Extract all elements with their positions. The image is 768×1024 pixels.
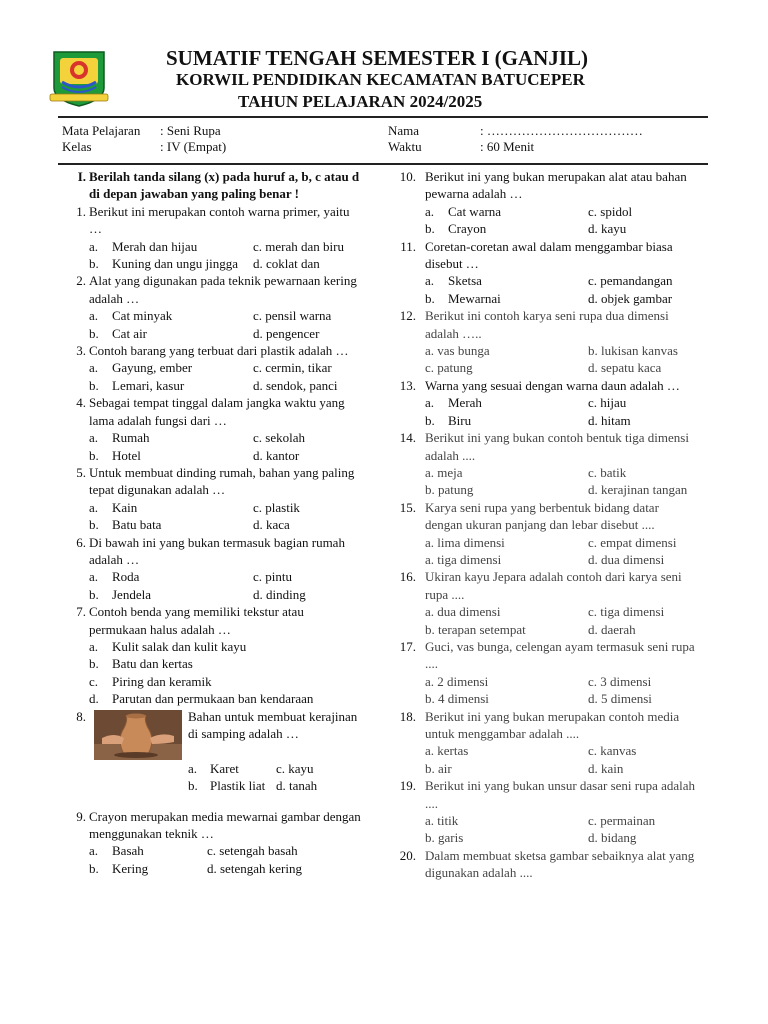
right-column [396, 168, 696, 882]
time-label: Waktu [388, 139, 422, 154]
option-letter: a. [89, 430, 99, 446]
option-text: Sketsa [448, 273, 482, 289]
option-b[interactable]: a. tiga dimensi [425, 551, 502, 567]
option-text: Batu bata [112, 517, 162, 533]
question-number: 12. [399, 308, 416, 324]
class-label: Kelas [62, 139, 92, 154]
option-d[interactable]: d. hitam [588, 412, 631, 428]
option-letter: a. [425, 273, 435, 289]
option-d[interactable]: d. tanah [276, 778, 318, 793]
option-letter: b. [89, 860, 99, 876]
option-letter: b. [425, 412, 435, 428]
question-16 [396, 568, 696, 638]
option-c[interactable]: c. 3 dimensi [588, 673, 652, 689]
option-c[interactable]: c. permainan [588, 813, 656, 829]
option-letter: a. [188, 760, 198, 776]
question-1 [62, 203, 362, 273]
option-d[interactable]: d. dua dimensi [588, 551, 665, 567]
question-14 [396, 429, 696, 499]
option-text: Biru [448, 412, 472, 428]
option-b[interactable] [188, 777, 276, 794]
option-d[interactable]: d. coklat dan [253, 256, 320, 272]
option-a[interactable] [89, 568, 253, 585]
question-9 [62, 808, 362, 878]
option-c[interactable]: c. spidol [588, 203, 633, 219]
option-c[interactable]: c. empat dimensi [588, 534, 677, 550]
option-text: Lemari, kasur [112, 377, 185, 393]
option-d[interactable]: d. objek gambar [588, 290, 673, 306]
question-number: 5. [76, 464, 86, 480]
option-letter: b. [89, 447, 99, 463]
option-c[interactable]: c. pintu [253, 569, 292, 585]
option-text: Hotel [112, 447, 141, 463]
option-letter: a. [425, 203, 435, 219]
option-letter: a. [89, 499, 99, 515]
option-letter: a. [89, 238, 99, 254]
option-a[interactable] [89, 429, 253, 446]
option-c[interactable]: c. pensil warna [253, 308, 332, 324]
option-text: Merah dan hijau [112, 238, 198, 254]
option-letter: b. [425, 221, 435, 237]
question-number: 18. [399, 708, 416, 724]
option-d[interactable]: d. sendok, panci [253, 377, 338, 393]
question-number: 6. [76, 534, 86, 550]
option-letter: a. [425, 395, 435, 411]
time-value: : 60 Menit [480, 139, 535, 154]
question-6 [62, 534, 362, 604]
option-a[interactable] [425, 272, 588, 289]
option-text: Crayon [448, 221, 487, 237]
question-number: 19. [399, 778, 416, 794]
option-d[interactable]: d. bidang [588, 830, 637, 846]
option-a[interactable]: a. 2 dimensi [425, 673, 489, 689]
option-b[interactable] [89, 325, 253, 342]
name-field[interactable]: : ……………………………… [480, 123, 643, 138]
question-4 [62, 394, 362, 464]
option-a[interactable] [89, 307, 253, 324]
option-c[interactable]: c. kayu [276, 760, 314, 776]
question-number: 16. [399, 569, 416, 585]
question-number: 11. [400, 238, 416, 254]
question-text: Dalam membuat sketsa gambar sebaiknya alat yang digunakan adalah .... [425, 847, 695, 881]
option-a[interactable]: a. dua dimensi [425, 604, 501, 620]
option-c[interactable]: c. plastik [253, 499, 300, 515]
question-3 [62, 342, 362, 394]
option-text: Cat air [112, 325, 148, 341]
question-text: Karya seni rupa yang berbentuk bidang datar dengan ukuran panjang dan lebar disebut .... [425, 499, 659, 533]
question-11 [396, 238, 696, 308]
pottery-making-image [94, 710, 182, 760]
option-text: Kuning dan ungu jingga [112, 256, 239, 272]
question-number: 9. [76, 808, 86, 824]
option-d[interactable] [89, 690, 362, 707]
option-d[interactable]: d. sepatu kaca [588, 360, 662, 376]
option-d[interactable]: d. kaca [253, 517, 290, 533]
option-d[interactable]: d. kayu [588, 221, 627, 237]
option-b[interactable] [425, 412, 588, 429]
option-a[interactable]: a. vas bunga [425, 343, 490, 359]
question-text: Berikut ini contoh karya seni rupa dua dimensi adalah ….. [425, 308, 669, 341]
question-number: 15. [399, 499, 416, 515]
question-number: 1. [76, 203, 86, 219]
city-emblem-logo [48, 48, 110, 108]
option-d[interactable]: d. daerah [588, 621, 636, 637]
option-b[interactable] [89, 655, 362, 672]
option-text: Jendela [112, 586, 151, 602]
option-text: Parutan dan permukaan ban kendaraan [112, 691, 314, 707]
option-d[interactable]: d. dinding [253, 586, 306, 602]
option-d[interactable]: d. kain [588, 760, 624, 776]
option-text: Batu dan kertas [112, 656, 193, 672]
question-7 [62, 603, 362, 707]
academic-year: TAHUN PELAJARAN 2024/2025 [238, 92, 483, 111]
question-number: 17. [399, 638, 416, 654]
option-text: Piring dan keramik [112, 673, 212, 689]
question-text: Di bawah ini yang bukan termasuk bagian rumah adalah … [89, 534, 345, 567]
section-instruction [62, 168, 362, 203]
question-number: 13. [399, 377, 416, 393]
question-8 [62, 708, 362, 808]
option-letter: b. [425, 290, 435, 306]
question-17 [396, 638, 696, 708]
option-b[interactable]: b. patung [425, 482, 474, 498]
question-text: Guci, vas bunga, celengan ayam termasuk seni rupa .... [425, 638, 695, 672]
question-text: Contoh benda yang memiliki tekstur atau permukaan halus adalah … [89, 604, 304, 637]
option-text: Mewarnai [448, 290, 501, 306]
option-text: Cat minyak [112, 308, 173, 324]
question-number: 10. [399, 169, 416, 184]
option-a[interactable]: a. meja [425, 464, 463, 480]
option-a[interactable]: a. kertas [425, 743, 469, 759]
option-a[interactable] [89, 499, 253, 516]
class-value: : IV (Empat) [160, 139, 227, 154]
option-a[interactable]: a. titik [425, 813, 459, 829]
question-5 [62, 464, 362, 534]
question-2 [62, 272, 362, 342]
option-d[interactable]: d. 5 dimensi [588, 691, 652, 707]
question-12 [396, 307, 696, 377]
option-b[interactable] [89, 377, 253, 394]
question-number: 2. [76, 273, 86, 289]
question-20 [396, 847, 696, 882]
question-number: 8. [76, 708, 86, 724]
question-text: Berikut ini yang bukan merupakan alat atau bahan pewarna adalah … [425, 169, 687, 202]
exam-subtitle: KORWIL PENDIDIKAN KECAMATAN BATUCEPER [176, 70, 585, 89]
header-divider [58, 116, 708, 118]
section-number: I. [77, 169, 86, 184]
option-letter: a. [89, 360, 99, 376]
option-c[interactable]: c. hijau [588, 395, 627, 411]
question-number: 20. [399, 847, 416, 863]
option-d[interactable]: d. kantor [253, 447, 300, 463]
option-letter: b. [89, 325, 99, 341]
option-letter: a. [89, 638, 99, 654]
option-c[interactable]: c. tiga dimensi [588, 604, 665, 620]
option-c[interactable]: c. setengah basah [207, 843, 298, 859]
option-a[interactable] [89, 638, 362, 655]
option-text: Roda [112, 569, 140, 585]
option-a[interactable] [188, 760, 276, 777]
option-b[interactable] [89, 516, 253, 533]
question-number: 14. [399, 430, 416, 446]
option-letter: b. [89, 517, 99, 533]
option-text: Kering [112, 860, 149, 876]
question-text: Coretan-coretan awal dalam menggambar biasa disebut … [425, 238, 673, 272]
question-text: Contoh barang yang terbuat dari plastik adalah … [89, 343, 349, 359]
instruction-text: Berilah tanda silang (x) pada huruf a, b, c atau d di depan jawaban yang paling benar ! [89, 169, 360, 202]
option-b[interactable] [89, 255, 253, 272]
option-text: Cat warna [448, 203, 502, 219]
info-divider [58, 163, 708, 165]
option-b[interactable]: b. air [425, 760, 452, 776]
option-b[interactable]: b. garis [425, 830, 464, 846]
subject-value: : Seni Rupa [160, 123, 221, 138]
option-letter: d. [89, 691, 99, 707]
option-letter: b. [89, 586, 99, 602]
question-text: Crayon merupakan media mewarnai gambar dengan menggunakan teknik … [89, 808, 361, 841]
option-a[interactable] [89, 842, 207, 859]
option-a[interactable] [89, 359, 253, 376]
question-13 [396, 377, 696, 429]
option-a[interactable]: a. lima dimensi [425, 534, 505, 550]
subject-label: Mata Pelajaran [62, 123, 141, 138]
option-a[interactable] [89, 238, 253, 255]
question-text: Sebagai tempat tinggal dalam jangka waktu yang lama adalah fungsi dari … [89, 395, 345, 428]
exam-title: SUMATIF TENGAH SEMESTER I (GANJIL) [166, 46, 589, 70]
option-c[interactable]: c. sekolah [253, 430, 305, 446]
option-b[interactable] [425, 220, 588, 237]
option-letter: a. [89, 569, 99, 585]
question-15 [396, 499, 696, 569]
option-c[interactable]: c. cermin, tikar [253, 360, 332, 376]
question-18 [396, 708, 696, 778]
option-letter: a. [89, 308, 99, 324]
option-c[interactable]: c. patung [425, 360, 473, 376]
question-text: Warna yang sesuai dengan warna daun adalah … [425, 377, 680, 393]
option-letter: b. [89, 377, 99, 393]
question-text: Alat yang digunakan pada teknik pewarnaan kering adalah … [89, 273, 357, 306]
question-number: 3. [76, 343, 86, 359]
option-letter: b. [89, 656, 99, 672]
question-text: Berikut ini yang bukan contoh bentuk tiga dimensi adalah .... [425, 430, 689, 463]
name-label: Nama [388, 123, 420, 138]
option-b[interactable]: b. terapan setempat [425, 621, 526, 637]
option-letter: c. [89, 673, 99, 689]
option-b[interactable]: b. 4 dimensi [425, 691, 489, 707]
option-d[interactable]: d. pengencer [253, 325, 320, 341]
question-number: 4. [76, 395, 86, 411]
option-b[interactable] [89, 860, 207, 877]
option-text: Kulit salak dan kulit kayu [112, 638, 247, 654]
option-letter: b. [89, 256, 99, 272]
option-b[interactable]: b. lukisan kanvas [588, 343, 678, 359]
option-text: Merah [448, 395, 482, 411]
question-text: Berikut ini yang bukan unsur dasar seni rupa adalah .... [425, 778, 696, 811]
option-a[interactable] [425, 394, 588, 411]
question-text: Ukiran kayu Jepara adalah contoh dari karya seni rupa .... [425, 569, 682, 602]
option-text: Kain [112, 499, 138, 515]
option-text: Gayung, ember [112, 360, 193, 376]
option-c[interactable]: c. kanvas [588, 743, 637, 759]
option-b[interactable] [89, 586, 253, 603]
left-column [62, 168, 362, 877]
question-text: Bahan untuk membuat kerajinan di samping adalah … [188, 708, 358, 741]
option-a[interactable] [425, 203, 588, 220]
option-text: Plastik liat [210, 778, 266, 793]
option-c[interactable]: c. pemandangan [588, 273, 673, 289]
option-c[interactable] [89, 673, 362, 690]
question-text: Untuk membuat dinding rumah, bahan yang paling tepat digunakan adalah … [89, 464, 355, 498]
option-text: Rumah [112, 430, 150, 446]
option-c[interactable]: c. merah dan biru [253, 238, 344, 254]
option-letter: a. [89, 843, 99, 859]
question-text: Berikut ini merupakan contoh warna primer, yaitu … [89, 203, 350, 237]
question-10 [396, 168, 696, 238]
question-number: 7. [76, 604, 86, 620]
question-text: Berikut ini yang bukan merupakan contoh media untuk menggambar adalah .... [425, 708, 680, 741]
option-b[interactable] [89, 447, 253, 464]
option-d[interactable]: d. setengah kering [207, 860, 302, 876]
option-text: Karet [210, 760, 239, 776]
option-d[interactable]: d. kerajinan tangan [588, 482, 688, 498]
option-letter: b. [188, 778, 198, 793]
option-c[interactable]: c. batik [588, 464, 627, 480]
option-b[interactable] [425, 290, 588, 307]
option-text: Basah [112, 843, 144, 859]
question-19 [396, 777, 696, 847]
